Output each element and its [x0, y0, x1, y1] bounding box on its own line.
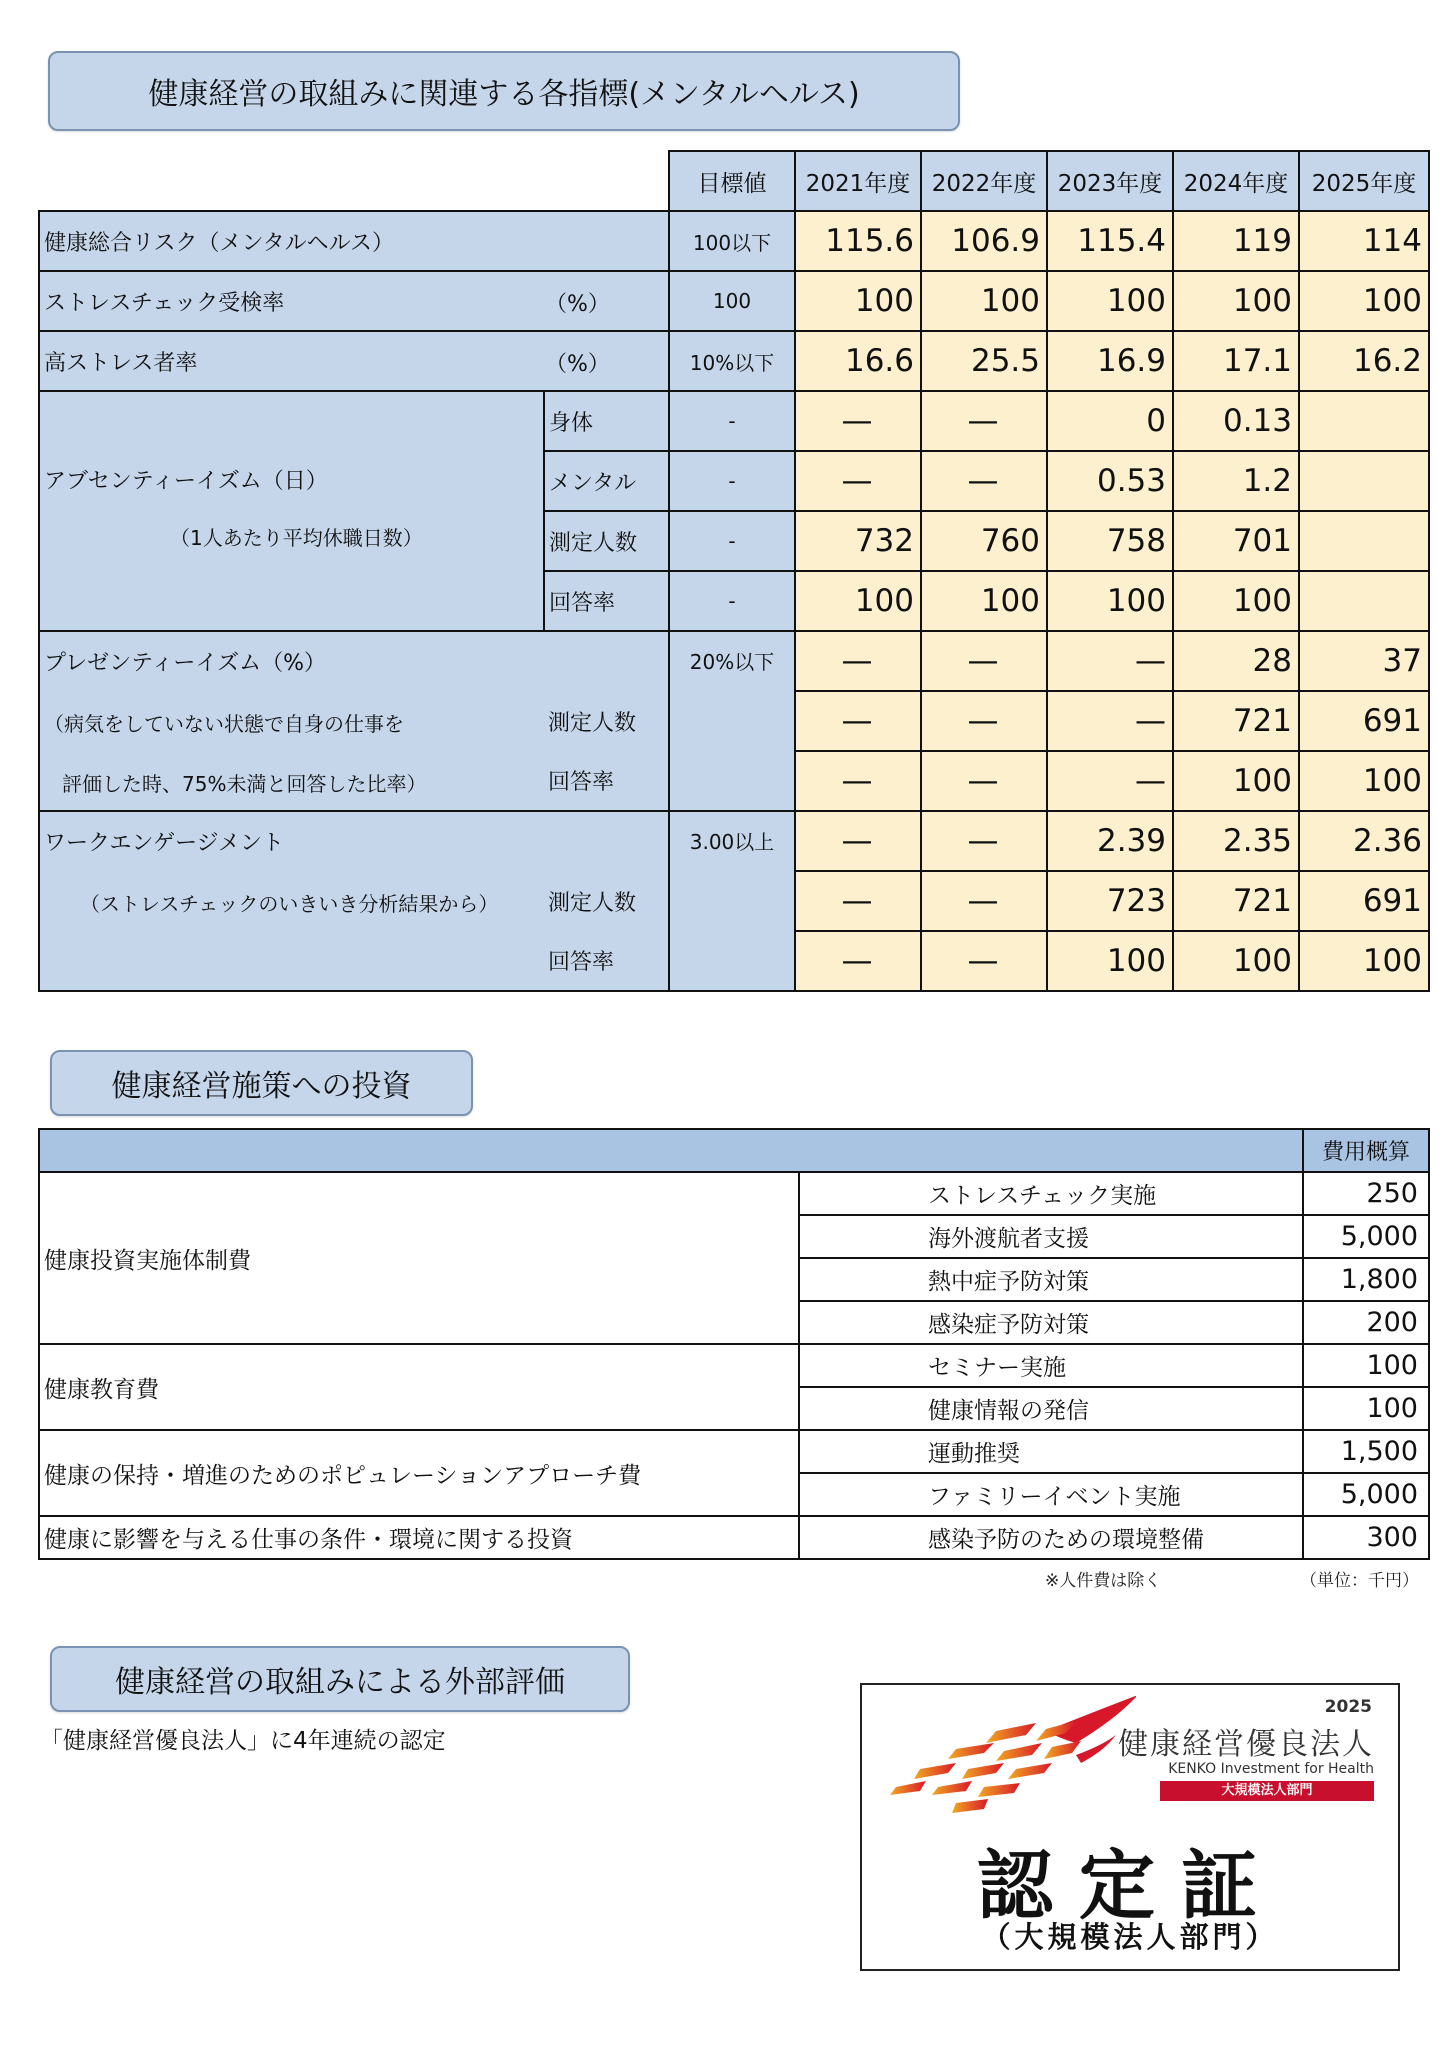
value-cell: 114	[1299, 211, 1429, 271]
value-cell: 100	[1173, 271, 1299, 331]
value-cell: —	[921, 391, 1047, 451]
investment-row	[39, 1344, 1429, 1387]
table-row-presenteeism	[39, 631, 1429, 691]
table-row-work-engagement	[39, 811, 1429, 871]
item-label: 健康情報の発信	[799, 1387, 1303, 1430]
sub-label: 測定人数	[544, 691, 669, 751]
certificate-category-band: 大規模法人部門	[1160, 1781, 1374, 1801]
value-cell: 0.13	[1173, 391, 1299, 451]
cost-header: 費用概算	[1303, 1129, 1429, 1172]
value-cell: 17.1	[1173, 331, 1299, 391]
section-header-investment	[50, 1050, 473, 1116]
value-cell: —	[1047, 751, 1173, 811]
row-label: ストレスチェック受検率	[44, 290, 285, 316]
investment-row	[39, 1430, 1429, 1473]
value-cell: 701	[1173, 511, 1299, 571]
value-cell: 100	[795, 571, 921, 631]
category-label: 健康教育費	[39, 1344, 799, 1430]
header-year: 2024年度	[1173, 151, 1299, 211]
header-year: 2025年度	[1299, 151, 1429, 211]
row-label: 健康総合リスク（メンタルヘルス）	[44, 230, 395, 256]
section-header-external-evaluation	[50, 1646, 630, 1712]
item-label: 感染予防のための環境整備	[799, 1516, 1303, 1559]
section-title: 健康経営施策への投資	[111, 1069, 412, 1104]
exclusion-note: ※人件費は除く	[1045, 1571, 1162, 1591]
value-cell: 1.2	[1173, 451, 1299, 511]
item-amount: 100	[1303, 1387, 1429, 1430]
item-amount: 100	[1303, 1344, 1429, 1387]
value-cell: —	[921, 931, 1047, 991]
row-note: 評価した時、75%未満と回答した比率）	[62, 772, 427, 796]
value-cell: 0	[1047, 391, 1173, 451]
item-amount: 1,500	[1303, 1430, 1429, 1473]
value-cell: 760	[921, 511, 1047, 571]
value-cell: 691	[1299, 691, 1429, 751]
item-label: 感染症予防対策	[799, 1301, 1303, 1344]
value-cell	[1299, 571, 1429, 631]
sub-label: 身体	[544, 391, 669, 451]
row-note: （病気をしていない状態で自身の仕事を	[44, 712, 404, 736]
item-label: ストレスチェック実施	[799, 1172, 1303, 1215]
header-year: 2023年度	[1047, 151, 1173, 211]
value-cell: 721	[1173, 871, 1299, 931]
row-unit: （%）	[545, 352, 610, 377]
target-value: 10%以下	[669, 331, 795, 391]
value-cell: 100	[1047, 571, 1173, 631]
item-amount: 1,800	[1303, 1258, 1429, 1301]
value-cell: 25.5	[921, 331, 1047, 391]
item-label: 運動推奨	[799, 1430, 1303, 1473]
sub-label: 測定人数	[544, 511, 669, 571]
value-cell: 37	[1299, 631, 1429, 691]
target-value: 3.00以上	[669, 811, 795, 991]
value-cell: —	[921, 451, 1047, 511]
certificate-subtitle: （大規模法人部門）	[981, 1920, 1279, 1954]
value-cell: —	[921, 631, 1047, 691]
value-cell: 0.53	[1047, 451, 1173, 511]
sub-label	[544, 811, 669, 871]
value-cell: 100	[1047, 271, 1173, 331]
value-cell: —	[795, 631, 921, 691]
value-cell: —	[1047, 691, 1173, 751]
target-value: -	[669, 451, 795, 511]
target-value: -	[669, 391, 795, 451]
value-cell: 100	[1173, 751, 1299, 811]
value-cell: 100	[921, 571, 1047, 631]
item-amount: 300	[1303, 1516, 1429, 1559]
value-cell: —	[795, 451, 921, 511]
value-cell: —	[921, 871, 1047, 931]
header-year: 2021年度	[795, 151, 921, 211]
category-label: 健康に影響を与える仕事の条件・環境に関する投資	[39, 1516, 799, 1559]
value-cell	[1299, 511, 1429, 571]
category-label: 健康投資実施体制費	[39, 1172, 799, 1344]
header-row	[39, 151, 1429, 211]
value-cell: 758	[1047, 511, 1173, 571]
row-note: （1人あたり平均休職日数）	[170, 526, 423, 550]
value-cell: —	[795, 751, 921, 811]
investment-row	[39, 1172, 1429, 1215]
value-cell: —	[921, 691, 1047, 751]
sub-label: メンタル	[544, 451, 669, 511]
item-label: ファミリーイベント実施	[799, 1473, 1303, 1516]
value-cell: 115.4	[1047, 211, 1173, 271]
value-cell: 2.35	[1173, 811, 1299, 871]
value-cell: —	[921, 751, 1047, 811]
value-cell: 100	[1173, 571, 1299, 631]
table-row-high-stress-rate	[39, 331, 1429, 391]
value-cell: 100	[795, 271, 921, 331]
target-value: 20%以下	[669, 631, 795, 811]
category-label: 健康の保持・増進のためのポピュレーションアプローチ費	[39, 1430, 799, 1516]
item-amount: 5,000	[1303, 1473, 1429, 1516]
value-cell	[1299, 391, 1429, 451]
value-cell: 16.9	[1047, 331, 1173, 391]
row-label: 高ストレス者率	[44, 350, 198, 376]
sub-label	[544, 631, 669, 691]
value-cell: —	[795, 691, 921, 751]
table-row-total-risk	[39, 211, 1429, 271]
value-cell: —	[1047, 631, 1173, 691]
target-value: 100以下	[669, 211, 795, 271]
certificate-english: KENKO Investment for Health	[1168, 1761, 1374, 1777]
value-cell	[1299, 451, 1429, 511]
sub-label: 測定人数	[544, 871, 669, 931]
health-management-logo-icon	[876, 1691, 1136, 1821]
value-cell: 721	[1173, 691, 1299, 751]
sub-label: 回答率	[544, 751, 669, 811]
target-value: -	[669, 511, 795, 571]
row-note: （ストレスチェックのいきいき分析結果から）	[80, 892, 499, 916]
item-amount: 5,000	[1303, 1215, 1429, 1258]
value-cell: 100	[921, 271, 1047, 331]
header-year: 2022年度	[921, 151, 1047, 211]
row-unit: （%）	[545, 292, 610, 317]
certificate-org: 健康経営優良法人	[1118, 1727, 1374, 1762]
mental-health-indicators-table	[38, 150, 1430, 992]
section-title: 健康経営の取組みに関連する各指標(メンタルヘルス)	[148, 77, 860, 112]
investment-table	[38, 1128, 1430, 1560]
certificate-year: 2025	[1324, 1697, 1372, 1717]
investment-row	[39, 1516, 1429, 1559]
value-cell: —	[795, 931, 921, 991]
sub-label: 回答率	[544, 571, 669, 631]
table-row-absenteeism-physical	[39, 391, 1429, 451]
item-amount: 200	[1303, 1301, 1429, 1344]
value-cell: 100	[1299, 751, 1429, 811]
value-cell: 106.9	[921, 211, 1047, 271]
item-label: 熱中症予防対策	[799, 1258, 1303, 1301]
table-row-stress-check-rate	[39, 271, 1429, 331]
certificate-title: 認定証	[977, 1841, 1283, 1930]
value-cell: —	[921, 811, 1047, 871]
certification-statement: 「健康経営優良法人」に4年連続の認定	[40, 1728, 446, 1754]
row-label: ワークエンゲージメント	[44, 831, 285, 856]
value-cell: —	[795, 811, 921, 871]
value-cell: 100	[1299, 931, 1429, 991]
value-cell: —	[795, 871, 921, 931]
value-cell: 2.39	[1047, 811, 1173, 871]
row-label: プレゼンティーイズム（%）	[44, 651, 327, 676]
value-cell: 100	[1299, 271, 1429, 331]
sub-label: 回答率	[544, 931, 669, 991]
unit-note: （単位：千円）	[1300, 1571, 1419, 1591]
item-label: セミナー実施	[799, 1344, 1303, 1387]
value-cell: 723	[1047, 871, 1173, 931]
section-title: 健康経営の取組みによる外部評価	[115, 1665, 565, 1700]
value-cell: 2.36	[1299, 811, 1429, 871]
value-cell: 100	[1173, 931, 1299, 991]
section-header-mental-health	[48, 51, 960, 131]
value-cell: 691	[1299, 871, 1429, 931]
investment-header-row	[39, 1129, 1429, 1172]
value-cell: 100	[1047, 931, 1173, 991]
item-label: 海外渡航者支援	[799, 1215, 1303, 1258]
value-cell: 16.2	[1299, 331, 1429, 391]
target-value: 100	[669, 271, 795, 331]
value-cell: 119	[1173, 211, 1299, 271]
value-cell: —	[795, 391, 921, 451]
header-target: 目標値	[669, 151, 795, 211]
item-amount: 250	[1303, 1172, 1429, 1215]
value-cell: 732	[795, 511, 921, 571]
value-cell: 28	[1173, 631, 1299, 691]
value-cell: 16.6	[795, 331, 921, 391]
row-label: アブセンティーイズム（日）	[44, 469, 328, 494]
value-cell: 115.6	[795, 211, 921, 271]
target-value: -	[669, 571, 795, 631]
certificate-badge	[860, 1683, 1400, 1971]
